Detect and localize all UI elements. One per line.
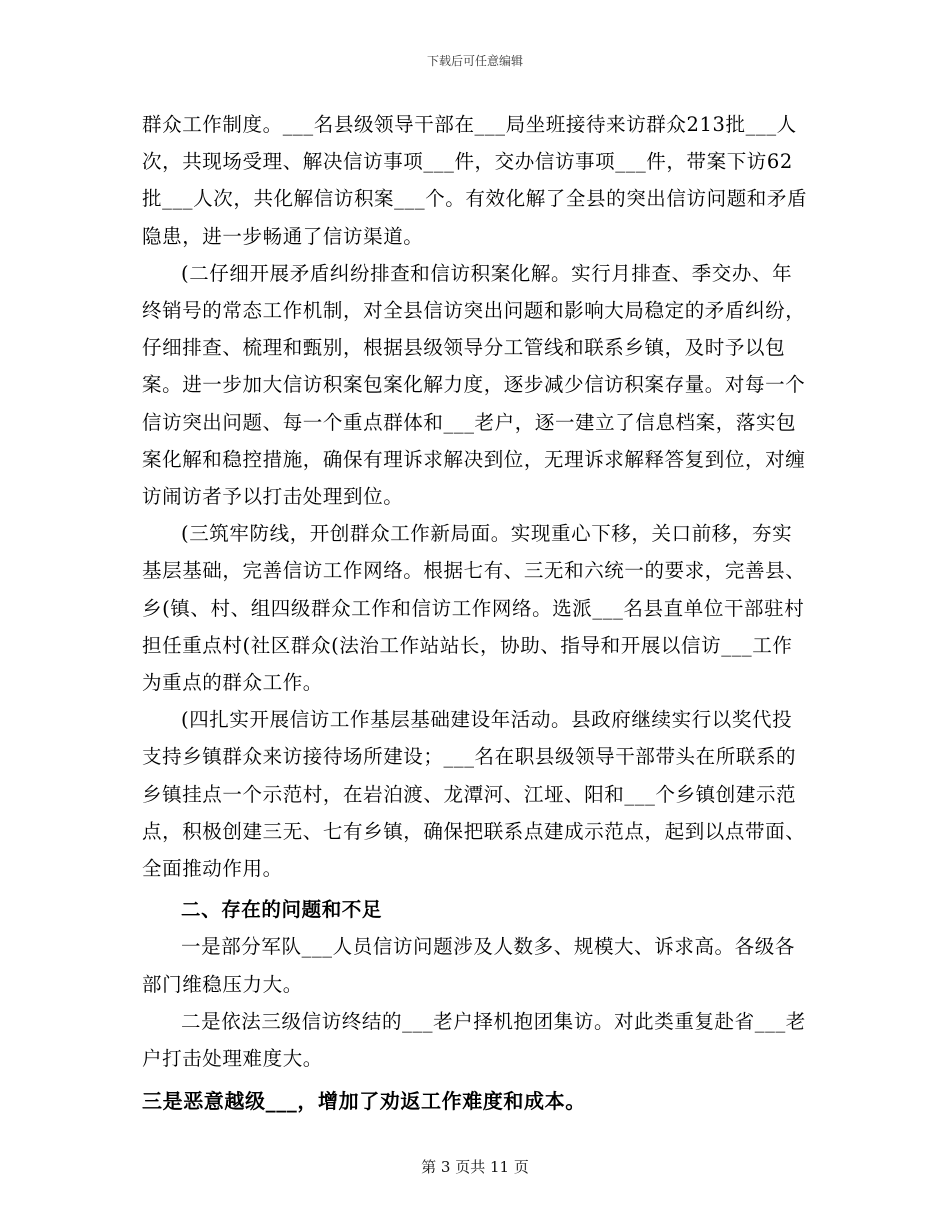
issue-item-bold: 三是恶意越级___，增加了劝返工作难度和成本。 [142, 1089, 586, 1114]
page-header: 下载后可任意编辑 [426, 54, 523, 68]
document-body [142, 106, 810, 1120]
paragraph-section-2: (二仔细开展矛盾纠纷排查和信访积案化解。实行月排查、季交办、年终销号的常态工作机制，对全县信访突出问题和影响大局稳定的矛盾纠纷，仔细排查、梳理和甄别，根据县级领导分工管线和联系乡镇，及时予以包案。进一步加大信访积案包案化解力度，逐步减少信访积案存量。对每一个信访突出问题、每一个重点群体和___老户，逐一建立了信息档案，落实包案化解和稳控措施，确保有理诉求解决到位，无理诉求解释答复到位，对缠访闹访者予以打击处理到位。 [142, 261, 806, 509]
paragraph-section-4: (四扎实开展信访工作基层基础建设年活动。县政府继续实行以奖代投支持乡镇群众来访接待场所建设；___名在职县级领导干部带头在所联系的乡镇挂点一个示范村，在岩泊渡、龙潭河、江垭、阳和___个乡镇创建示范点，积极创建三无、七有乡镇，确保把联系点建成示范点，起到以点带面、全面推动作用。 [142, 708, 806, 881]
issue-item: 一是部分军队___人员信访问题涉及人数多、规模大、诉求高。各级各部门维稳压力大。 [142, 935, 795, 996]
paragraph-section-3: (三筑牢防线，开创群众工作新局面。实现重心下移，关口前移，夯实基层基础，完善信访工作网络。根据七有、三无和六统一的要求，完善县、乡(镇、村、组四级群众工作和信访工作网络。选派___名县直单位干部驻村担任重点村(社区群众(法治工作站站长，协助、指导和开展以信访___工作为重点的群众工作。 [142, 522, 806, 695]
issue-item: 二是依法三级信访终结的___老户择机抱团集访。对此类重复赴省___老户打击处理难度大。 [142, 1009, 806, 1071]
page-number: 第 3 页共 11 页 [421, 1158, 529, 1176]
paragraph-continuation: 群众工作制度。___名县级领导干部在___局坐班接待来访群众213批___人次，共现场受理、解决信访事项___件，交办信访事项___件，带案下访62批___人次，共化解信访积案___个。有效化解了全县的突出信访问题和矛盾隐患，进一步畅通了信访渠道。 [142, 113, 808, 248]
section-heading: 二、存在的问题和不足 [181, 898, 383, 922]
